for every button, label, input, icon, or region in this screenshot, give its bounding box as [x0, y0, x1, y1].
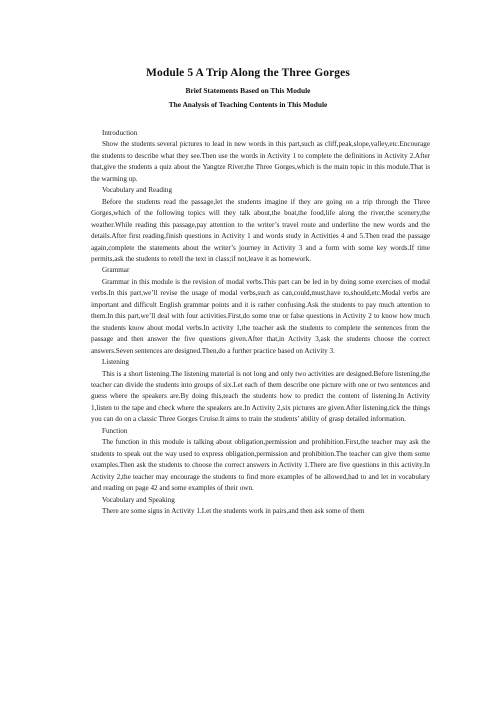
subtitle-analysis: The Analysis of Teaching Contents in This Module [168, 100, 328, 109]
page-title: Module 5 A Trip Along the Three Gorges [146, 67, 350, 79]
section-function [91, 426, 430, 495]
subtitle-brief-statements: Brief Statements Based on This Module [185, 86, 311, 95]
section-vocabulary-reading [91, 185, 430, 265]
document-body [91, 128, 430, 517]
section-heading: Function [102, 426, 128, 435]
section-heading: Vocabulary and Reading [102, 186, 173, 195]
section-paragraph: Grammar in this module is the revision of modal verbs.This part can be led in by doing some exercises of modal verbs.In this part,we’ll revise the usage of modal verbs,such as can,could,must,have to,should,etc.Modal verbs are important and difficult English grammar points and it is rather confusing.Ask the students to pay much attention to them.In this part,we’ll deal with four activities.First,do some true or false questions in Activity 2 to know how much the students know about modal verbs.In activity 1,the teacher ask the students to complete the sentences from the passage and then answer the five questions given.After that,in Activity 3,ask the students choose the correct answers.Seven sentences are designed.Then,do a further practice based on Activity 3. [91, 277, 430, 355]
section-vocabulary-speaking [91, 495, 430, 518]
section-grammar [91, 265, 430, 357]
section-paragraph: The function in this module is talking about obligation,permission and prohibition.First,the teacher may ask the students to speak out the way used to express obligation,permission and prohibition.The teacher can give them some examples.Then ask the students to choose the correct answers in Activity 1.There are five questions in this activity.In Activity 2,the teacher may encourage the students to find more examples of be allowed,had to and let in vocabulary and reading on page 42 and some examples of their own. [91, 438, 430, 493]
section-heading: Listening [102, 358, 129, 367]
section-paragraph: This is a short listening.The listening material is not long and only two activities are designed.Before listening,the teacher can divide the students into groups of six.Let each of them describe one picture with one or two sentences and guess where the speakers are.By doing this,teach the students how to predict the content of listening.In Activity 1,listen to the tape and check where the speakers are.In Activity 2,six pictures are given.After listening,tick the things you can do on a classic Three Gorges Cruise.It aims to train the students’ ability of grasp detailed information. [91, 369, 430, 424]
section-paragraph: There are some signs in Activity 1.Let the students work in pairs,and then ask some of them [102, 506, 365, 515]
section-heading: Vocabulary and Speaking [102, 495, 175, 504]
section-introduction [91, 128, 430, 185]
section-heading: Introduction [102, 129, 138, 137]
section-heading: Grammar [102, 266, 130, 275]
section-paragraph: Show the students several pictures to lead in new words in this part,such as cliff,peak,slope,valley,etc.Encourage the students to describe what they see.Then use the words in Activity 1 to complete the definitions in Activity 2.After that,give the students a quiz about the Yangtze River,the Three Gorges,which is the main topic in this module.That is the warming up. [91, 140, 430, 183]
section-paragraph: Before the students read the passage,let the students imagine if they are going on a trip through the Three Gorges,which of the following topics will they talk about,the boat,the food,life along the river,the scenery,the weather.While reading this passage,pay attention to the writer’s travel route and underline the new words and the details.After first reading,finish questions in Activity 1 and words study in Activities 4 and 5.Then read the passage again,complete the statements about the writer’s journey in Activity 3 and a form with some key words.If time permits,ask the students to retell the text in class;if not,leave it as homework. [91, 197, 430, 263]
section-listening [91, 357, 430, 426]
